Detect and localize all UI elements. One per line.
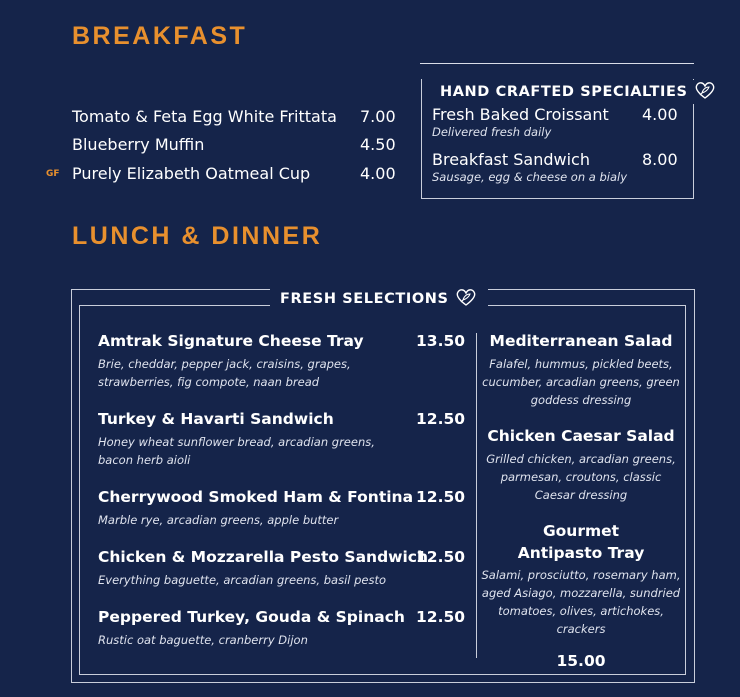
- heart-leaf-icon: [454, 287, 478, 311]
- salad-desc: Falafel, hummus, pickled beets,: [489, 357, 673, 371]
- lunch-item-price: 12.50: [416, 488, 466, 506]
- antipasto-desc: aged Asiago, mozzarella, sundried: [481, 586, 681, 600]
- antipasto-name-line1: Gourmet: [542, 522, 620, 540]
- fresh-selections-title: FRESH SELECTIONS: [280, 291, 449, 307]
- lunch-item-price: 12.50: [416, 548, 466, 566]
- lunch-item-desc: Brie, cheddar, pepper jack, craisins, grapes,: [98, 357, 351, 371]
- column-divider: [476, 333, 477, 658]
- breakfast-item-price: 4.50: [360, 135, 396, 154]
- salad-desc: cucumber, arcadian greens, green: [482, 375, 680, 389]
- salad-block: [480, 332, 682, 409]
- antipasto-block: [480, 522, 682, 670]
- lunch-item-desc: strawberries, fig compote, naan bread: [98, 375, 320, 389]
- specialty-desc: Delivered fresh daily: [432, 125, 552, 139]
- breakfast-item-name: Purely Elizabeth Oatmeal Cup: [72, 164, 311, 183]
- specialties-title: HAND CRAFTED SPECIALTIES: [440, 84, 688, 100]
- antipasto-desc: tomatoes, olives, artichokes, crackers: [498, 604, 664, 636]
- lunch-item-price: 12.50: [416, 608, 466, 626]
- breakfast-item-name: Tomato & Feta Egg White Frittata: [72, 107, 337, 126]
- fresh-selections-title-wrap: [270, 287, 488, 311]
- breakfast-heading: BREAKFAST: [72, 22, 248, 50]
- lunch-item-name: Turkey & Havarti Sandwich: [98, 410, 334, 428]
- salad-desc: parmesan, croutons, classic: [500, 470, 662, 484]
- lunch-item-desc: Honey wheat sunflower bread, arcadian greens,: [98, 435, 375, 449]
- salad-name: Chicken Caesar Salad: [487, 427, 675, 445]
- specialty-name: Breakfast Sandwich: [432, 150, 590, 169]
- divider: [420, 63, 694, 64]
- salad-block: [480, 427, 682, 504]
- salad-desc: goddess dressing: [530, 393, 632, 407]
- specialty-name: Fresh Baked Croissant: [432, 105, 609, 124]
- lunch-item-name: Peppered Turkey, Gouda & Spinach: [98, 608, 405, 626]
- lunch-item-desc: Marble rye, arcadian greens, apple butter: [98, 513, 339, 527]
- breakfast-item-price: 4.00: [360, 164, 396, 183]
- lunch-item-price: 13.50: [416, 332, 466, 350]
- specialty-desc: Sausage, egg & cheese on a bialy: [432, 170, 628, 184]
- specialty-price: 8.00: [642, 150, 678, 169]
- gluten-free-badge: GF: [46, 169, 60, 179]
- antipasto-price: 15.00: [556, 652, 606, 670]
- lunch-item-name: Amtrak Signature Cheese Tray: [98, 332, 364, 350]
- breakfast-item-name: Blueberry Muffin: [72, 135, 205, 154]
- specialties-title-wrap: [434, 80, 723, 104]
- lunch-item-desc: bacon herb aioli: [98, 453, 191, 467]
- breakfast-item-price: 7.00: [360, 107, 396, 126]
- antipasto-desc: Salami, prosciutto, rosemary ham,: [481, 568, 681, 582]
- lunch-item-desc: Everything baguette, arcadian greens, basil pesto: [98, 573, 387, 587]
- lunch-dinner-heading: LUNCH & DINNER: [72, 222, 323, 250]
- lunch-item-price: 12.50: [416, 410, 466, 428]
- lunch-item-desc: Rustic oat baguette, cranberry Dijon: [98, 633, 308, 647]
- salad-desc: Grilled chicken, arcadian greens,: [486, 452, 676, 466]
- lunch-item-name: Chicken & Mozzarella Pesto Sandwich: [98, 548, 429, 566]
- antipasto-name-line2: Antipasto Tray: [517, 544, 645, 562]
- salad-name: Mediterranean Salad: [489, 332, 673, 350]
- specialty-price: 4.00: [642, 105, 678, 124]
- salad-desc: Caesar dressing: [534, 488, 628, 502]
- heart-leaf-icon: [693, 80, 717, 104]
- lunch-item-name: Cherrywood Smoked Ham & Fontina: [98, 488, 414, 506]
